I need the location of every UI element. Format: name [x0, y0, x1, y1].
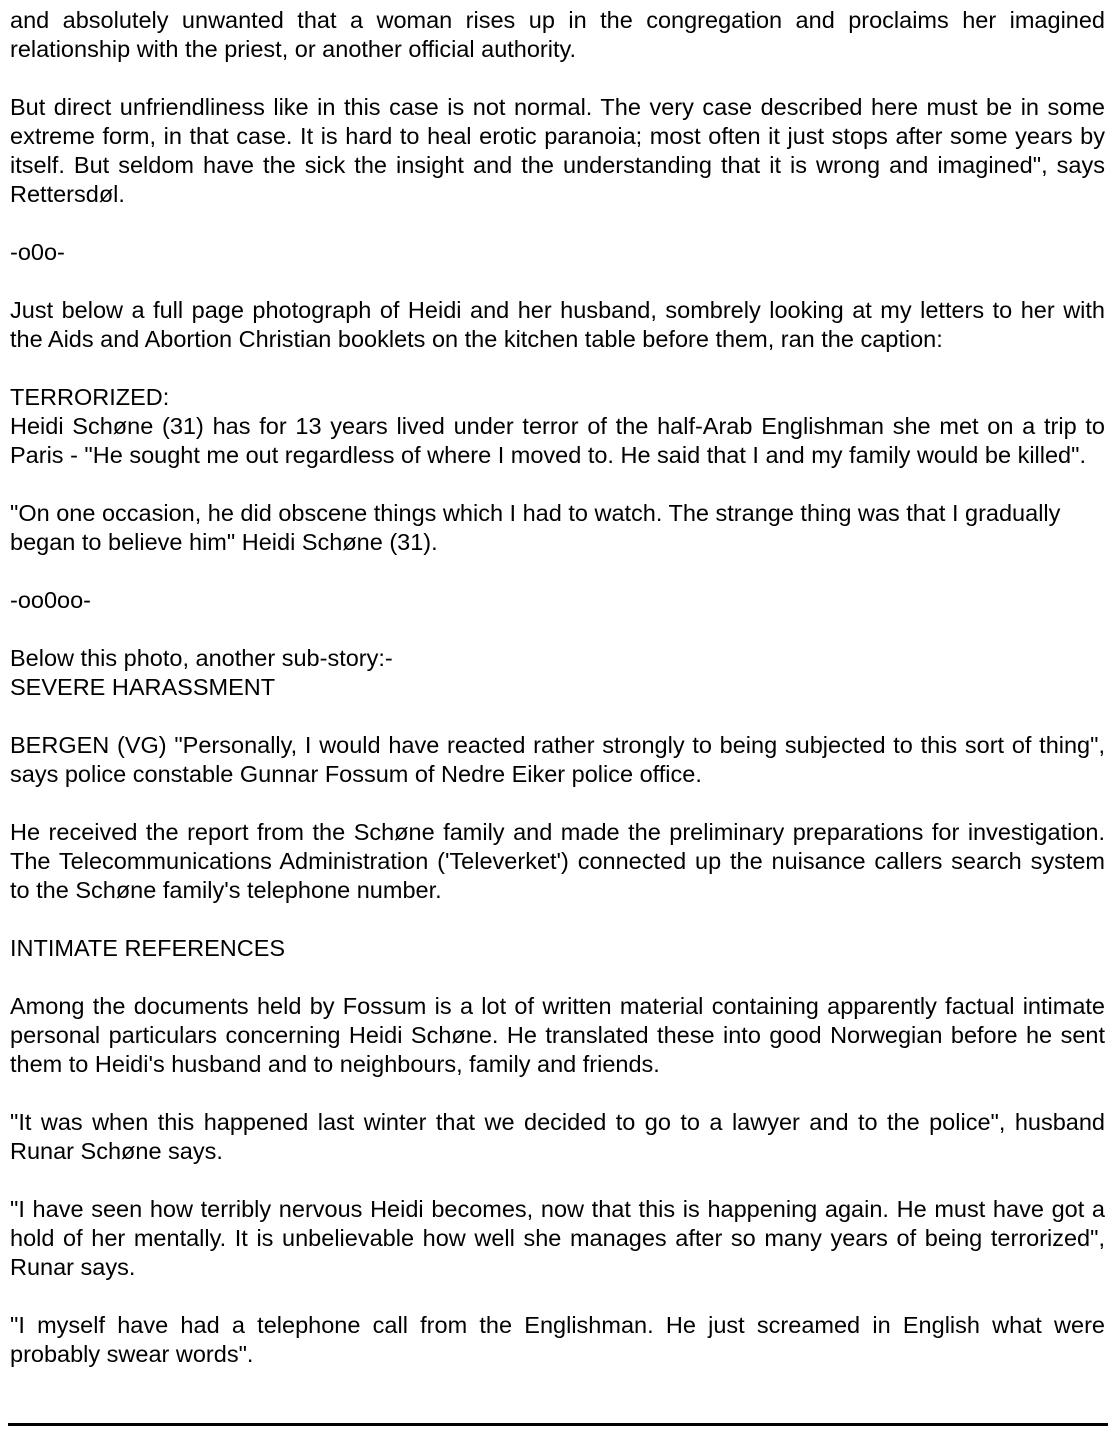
paragraph-photo-caption-intro: Just below a full page photograph of Heidi and her husband, sombrely looking at my letters to her with the Aids and Abortion Christian booklets on the kitchen table before them, ran the caption:	[10, 297, 1105, 352]
caption-heading: TERRORIZED:	[10, 384, 170, 410]
paragraph-nervous: "I have seen how terribly nervous Heidi becomes, now that this is happening again. He must have got a hold of her mentally. It is unbelievable how well she manages after so many years of being terrorized", Runar says.	[10, 1196, 1105, 1280]
sub-story-block	[10, 644, 1105, 702]
caption-text: Heidi Schøne (31) has for 13 years lived under terror of the half-Arab Englishman she met on a trip to Paris - "He sought me out regardless of where I moved to. He said that I and my family would be killed".	[10, 413, 1105, 468]
paragraph-erotic-paranoia: But direct unfriendliness like in this case is not normal. The very case described here must be in some extreme form, in that case. It is hard to heal erotic paranoia; most often it just stops after some years by itself. But seldom have the sick the insight and the understanding that it is wrong and imagined", says Rettersdøl.	[10, 94, 1105, 207]
document-page	[10, 6, 1105, 1398]
paragraph-lawyer: "It was when this happened last winter that we decided to go to a lawyer and to the police", husband Runar Schøne says.	[10, 1109, 1105, 1164]
caption-block	[10, 383, 1105, 470]
horizontal-rule	[8, 1423, 1108, 1426]
section-separator: -oo0oo-	[10, 587, 91, 613]
paragraph-bergen: BERGEN (VG) "Personally, I would have reacted rather strongly to being subjected to this sort of thing", says police constable Gunnar Fossum of Nedre Eiker police office.	[10, 732, 1105, 787]
paragraph-report: He received the report from the Schøne family and made the preliminary preparations for investigation. The Telecommunications Administration ('Televerket') connected up the nuisance callers search system to the Schøne family's telephone number.	[10, 819, 1105, 903]
paragraph-telephone-call: "I myself have had a telephone call from the Englishman. He just screamed in English what were probably swear words".	[10, 1312, 1105, 1367]
paragraph-quote-obscene: "On one occasion, he did obscene things which I had to watch. The strange thing was that I gradually began to believe him" Heidi Schøne (31).	[10, 500, 1061, 555]
sub-story-intro: Below this photo, another sub-story:-	[10, 645, 393, 671]
paragraph-documents: Among the documents held by Fossum is a lot of written material containing apparently factual intimate personal particulars concerning Heidi Schøne. He translated these into good Norwegian before he sent them to Heidi's husband and to neighbours, family and friends.	[10, 993, 1105, 1077]
paragraph-congregation: and absolutely unwanted that a woman rises up in the congregation and proclaims her imagined relationship with the priest, or another official authority.	[10, 7, 1105, 62]
sub-story-heading: SEVERE HARASSMENT	[10, 674, 276, 700]
section-heading-intimate-references: INTIMATE REFERENCES	[10, 935, 286, 961]
section-separator: -o0o-	[10, 239, 65, 265]
